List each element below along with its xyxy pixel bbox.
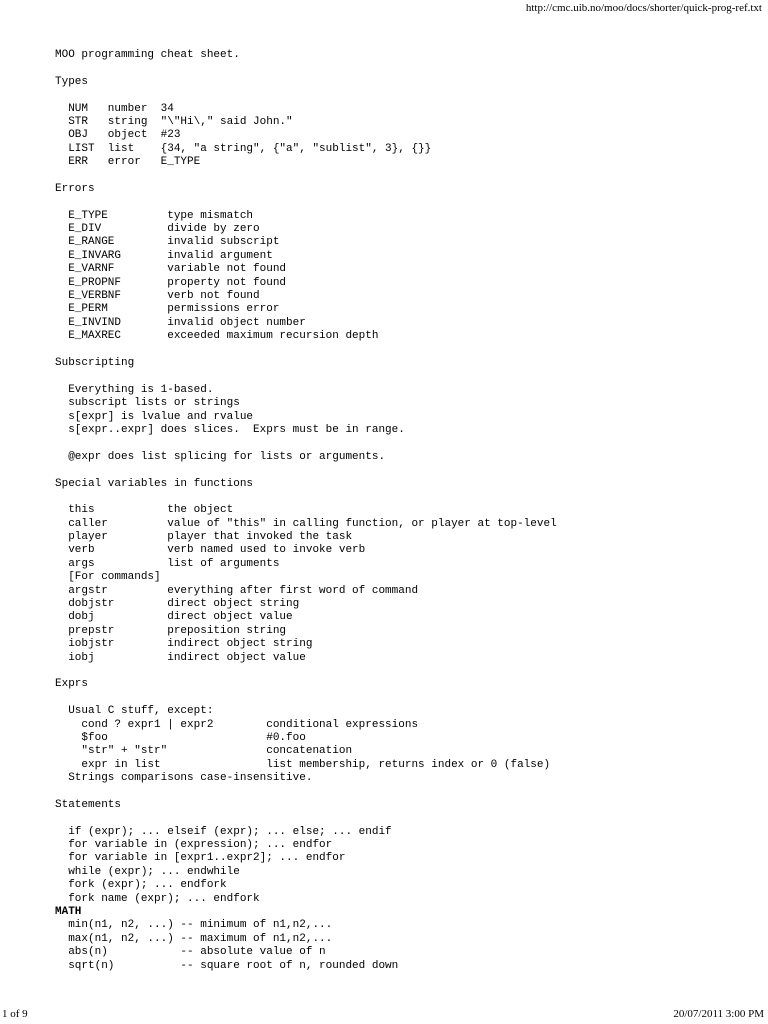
blank-line — [55, 785, 557, 798]
text-line: caller value of "this" in calling function, or player at top-level — [55, 517, 557, 530]
text-line: iobj indirect object value — [55, 651, 306, 664]
text-line: cond ? expr1 | expr2 conditional expressions — [55, 718, 419, 731]
text-line: Special variables in functions — [55, 477, 254, 490]
text-line: E_INVARG invalid argument — [55, 249, 273, 262]
text-line: STR string "\"Hi\," said John." — [55, 115, 293, 128]
text-line: for variable in (expression); ... endfor — [55, 839, 333, 852]
text-line: dobj direct object value — [55, 611, 293, 624]
text-line: verb verb named used to invoke verb — [55, 544, 366, 557]
text-line: sqrt(n) -- square root of n, rounded down — [55, 959, 399, 972]
blank-line — [55, 665, 557, 678]
text-line: OBJ object #23 — [55, 129, 181, 142]
text-line: Statements — [55, 798, 122, 811]
text-line: expr in list list membership, returns index or 0 (false) — [55, 758, 551, 771]
text-line: E_VERBNF verb not found — [55, 290, 260, 303]
text-line: abs(n) -- absolute value of n — [55, 946, 326, 959]
text-line: E_PERM permissions error — [55, 303, 280, 316]
cheat-sheet-text — [55, 49, 557, 973]
print-datetime: 20/07/2011 3:00 PM — [673, 1008, 764, 1020]
text-line: Subscripting — [55, 356, 135, 369]
text-line: E_INVIND invalid object number — [55, 316, 306, 329]
text-line: args list of arguments — [55, 557, 280, 570]
text-line: Errors — [55, 182, 95, 195]
text-line: NUM number 34 — [55, 102, 174, 115]
blank-line — [55, 464, 557, 477]
text-line: E_RANGE invalid subscript — [55, 236, 280, 249]
blank-line — [55, 196, 557, 209]
text-line: player player that invoked the task — [55, 531, 353, 544]
blank-line — [55, 437, 557, 450]
text-line: this the object — [55, 504, 234, 517]
blank-line — [55, 692, 557, 705]
text-line: fork (expr); ... endfork — [55, 879, 227, 892]
page-url: http://cmc.uib.no/moo/docs/shorter/quick-prog-ref.txt — [525, 2, 762, 14]
text-line: iobjstr indirect object string — [55, 638, 313, 651]
text-line: s[expr..expr] does slices. Exprs must be in range. — [55, 423, 405, 436]
blank-line — [55, 62, 557, 75]
text-line: Strings comparisons case-insensitive. — [55, 772, 313, 785]
text-line: for variable in [expr1..expr2]; ... endfor — [55, 852, 346, 865]
blank-line — [55, 370, 557, 383]
blank-line — [55, 812, 557, 825]
text-line: Exprs — [55, 678, 89, 691]
text-line: Usual C stuff, except: — [55, 705, 214, 718]
text-line: @expr does list splicing for lists or arguments. — [55, 450, 386, 463]
text-line: Types — [55, 75, 89, 88]
text-line: max(n1, n2, ...) -- maximum of n1,n2,... — [55, 932, 333, 945]
text-line: [For commands] — [55, 571, 161, 584]
text-line: argstr everything after first word of command — [55, 584, 419, 597]
text-line: E_MAXREC exceeded maximum recursion depth — [55, 330, 379, 343]
text-line: Everything is 1-based. — [55, 383, 214, 396]
text-line: MOO programming cheat sheet. — [55, 49, 240, 61]
blank-line — [55, 344, 557, 357]
blank-line — [55, 170, 557, 183]
text-line: subscript lists or strings — [55, 397, 240, 410]
page-counter: 1 of 9 — [2, 1008, 28, 1020]
text-line: dobjstr direct object string — [55, 598, 300, 611]
text-line: if (expr); ... elseif (expr); ... else; ... endif — [55, 825, 392, 838]
text-line: LIST list {34, "a string", {"a", "sublist", 3}, {}} — [55, 142, 432, 155]
text-line: ERR error E_TYPE — [55, 156, 201, 169]
text-line: E_PROPNF property not found — [55, 276, 287, 289]
blank-line — [55, 491, 557, 504]
blank-line — [55, 89, 557, 102]
text-line: s[expr] is lvalue and rvalue — [55, 410, 254, 423]
text-line: "str" + "str" concatenation — [55, 745, 353, 758]
text-line: MATH — [55, 906, 82, 918]
text-line: fork name (expr); ... endfork — [55, 892, 260, 905]
text-line: E_DIV divide by zero — [55, 223, 260, 236]
text-line: E_TYPE type mismatch — [55, 209, 254, 222]
text-line: E_VARNF variable not found — [55, 263, 287, 276]
text-line: min(n1, n2, ...) -- minimum of n1,n2,... — [55, 919, 333, 932]
text-line: while (expr); ... endwhile — [55, 865, 240, 878]
text-line: $foo #0.foo — [55, 731, 306, 744]
text-line: prepstr preposition string — [55, 624, 287, 637]
